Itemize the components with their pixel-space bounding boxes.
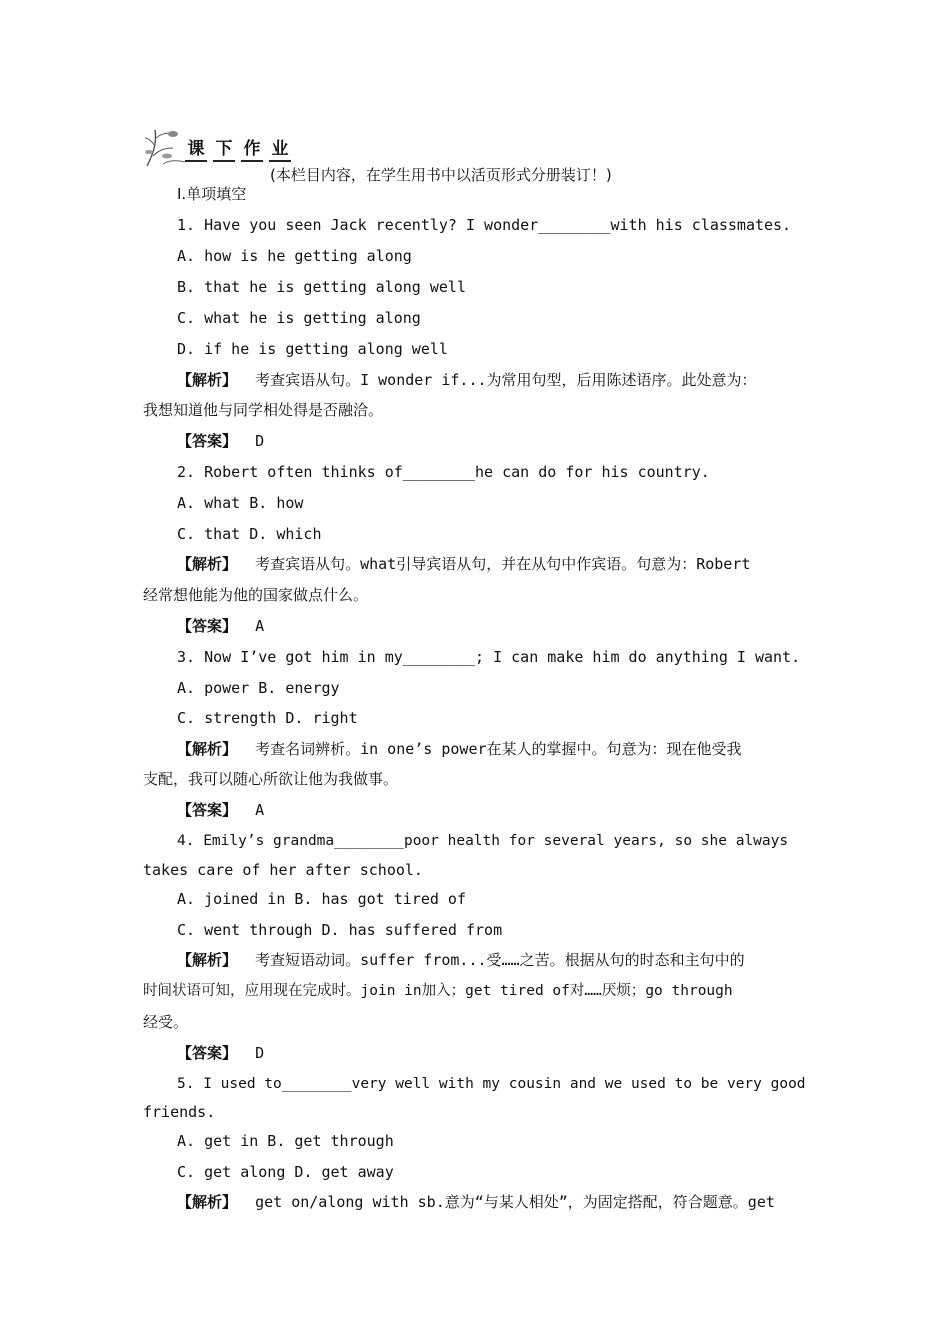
analysis-text: 经常想他能为他的国家做点什么。	[143, 586, 369, 604]
question-stem: takes care of her after school.	[143, 861, 423, 879]
analysis-text: get on/along with sb.意为“与某人相处”，为固定搭配，符合题意。get	[255, 1193, 775, 1211]
option: D. if he is getting along well	[177, 340, 448, 358]
analysis-line	[177, 739, 742, 759]
analysis-text: 考查名词辨析。in one’s power在某人的掌握中。句意为：现在他受我	[255, 740, 742, 758]
analysis-line	[177, 950, 745, 970]
option: C. what he is getting along	[177, 309, 421, 327]
option: A. how is he getting along	[177, 247, 412, 265]
option: C. strength D. right	[177, 709, 358, 727]
analysis-line	[177, 554, 750, 574]
answer-line	[177, 616, 264, 636]
analysis-text: 考查宾语从句。what引导宾语从句，并在从句中作宾语。句意为：Robert	[255, 555, 751, 573]
section-subtitle: (本栏目内容，在学生用书中以活页形式分册装订！)	[270, 166, 612, 184]
analysis-text: 时间状语可知，应用现在完成时。join in加入；get tired of对……厌烦；go through	[143, 983, 733, 999]
analysis-text: 考查短语动词。suffer from...受……之苦。根据从句的时态和主句中的	[255, 951, 745, 969]
question-stem: 5. I used to________very well with my cousin and we used to be very good	[177, 1076, 806, 1092]
answer-value: D	[255, 1044, 265, 1062]
answer-line	[177, 1043, 264, 1063]
answer-label: 【答案】	[177, 1044, 238, 1062]
option: A. get in B. get through	[177, 1132, 394, 1150]
answer-label: 【答案】	[177, 617, 238, 635]
analysis-line	[177, 370, 757, 390]
question-stem: 2. Robert often thinks of________he can do for his country.	[177, 463, 710, 481]
title-char: 作	[241, 138, 263, 162]
section-title	[185, 138, 291, 162]
title-char: 下	[213, 138, 235, 162]
answer-value: A	[255, 801, 265, 819]
answer-label: 【答案】	[177, 801, 238, 819]
analysis-label: 【解析】	[177, 1193, 238, 1211]
answer-value: D	[255, 432, 265, 450]
analysis-text: 经受。	[143, 1013, 189, 1031]
answer-line	[177, 800, 264, 820]
analysis-label: 【解析】	[177, 951, 238, 969]
title-char: 业	[269, 138, 291, 162]
analysis-line	[177, 1192, 775, 1212]
option: A. power B. energy	[177, 679, 340, 697]
question-stem: 3. Now I’ve got him in my________; I can make him do anything I want.	[177, 648, 801, 666]
analysis-label: 【解析】	[177, 740, 238, 758]
analysis-label: 【解析】	[177, 555, 238, 573]
plant-decoration-icon	[143, 126, 189, 168]
question-stem: 1. Have you seen Jack recently? I wonder________with his classmates.	[177, 216, 792, 234]
option: B. that he is getting along well	[177, 278, 466, 296]
section-heading: Ⅰ.单项填空	[177, 185, 247, 203]
question-stem: friends.	[143, 1103, 216, 1121]
analysis-text: 我想知道他与同学相处得是否融洽。	[143, 401, 384, 419]
analysis-text: 考查宾语从句。I wonder if...为常用句型，后用陈述语序。此处意为：	[255, 371, 757, 389]
answer-value: A	[255, 617, 265, 635]
option: C. get along D. get away	[177, 1163, 394, 1181]
analysis-label: 【解析】	[177, 371, 238, 389]
answer-label: 【答案】	[177, 432, 238, 450]
question-stem: 4. Emily’s grandma________poor health for several years, so she always	[177, 833, 789, 849]
option: C. that D. which	[177, 525, 322, 543]
option: C. went through D. has suffered from	[177, 921, 503, 939]
title-char: 课	[185, 138, 207, 162]
option: A. what B. how	[177, 494, 304, 512]
answer-line	[177, 431, 264, 451]
option: A. joined in B. has got tired of	[177, 890, 466, 908]
analysis-text: 支配，我可以随心所欲让他为我做事。	[143, 770, 399, 788]
